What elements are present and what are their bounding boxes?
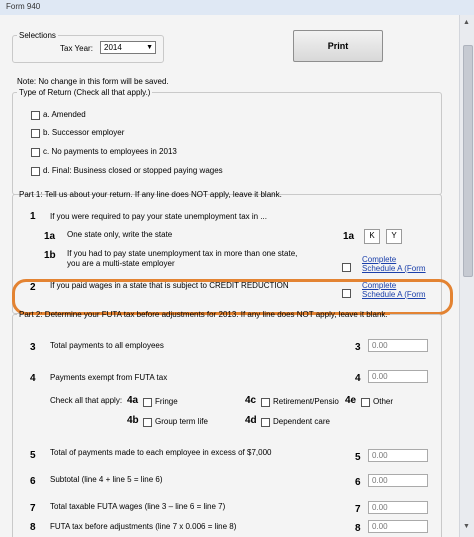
schedule-a-link-1[interactable]: Complete [362, 255, 397, 264]
line7-text: Total taxable FUTA wages (line 3 – line 6 = line 7) [50, 502, 226, 511]
final-checkbox[interactable] [31, 167, 40, 176]
amended-label: a. Amended [43, 110, 86, 119]
tax-year-select[interactable] [100, 41, 156, 54]
exempt-4a-code: 4a [127, 395, 139, 406]
line1b-text-1: If you had to pay state unemployment tax in more than one state, [67, 249, 298, 258]
schedule-a-link-2[interactable]: Complete [362, 281, 397, 290]
no-payments-checkbox[interactable] [31, 148, 40, 157]
exempt-4d-code: 4d [245, 415, 257, 426]
line7-amount-input[interactable]: 0.00 [368, 501, 428, 514]
other-checkbox[interactable] [361, 398, 370, 407]
final-label: d. Final: Business closed or stopped paying wages [43, 166, 223, 175]
fringe-label: Fringe [155, 397, 178, 406]
retirement-checkbox[interactable] [261, 398, 270, 407]
line8-text: FUTA tax before adjustments (line 7 x 0.006 = line 8) [50, 522, 237, 531]
line5-number: 5 [30, 450, 36, 461]
exempt-4b-code: 4b [127, 415, 139, 426]
line4-text: Payments exempt from FUTA tax [50, 373, 168, 382]
tax-year-value: 2014 [104, 43, 122, 52]
other-label: Other [373, 397, 394, 406]
line3-number-right: 3 [355, 342, 361, 353]
exempt-4c-code: 4c [245, 395, 257, 406]
part2-legend: Part 2: Determine your FUTA tax before adjustments for 2013. If any line does NOT apply, leave it blank. [19, 310, 388, 319]
line6-number-right: 6 [355, 477, 361, 488]
line6-number: 6 [30, 476, 36, 487]
successor-employer-checkbox[interactable] [31, 129, 40, 138]
line3-amount-input[interactable]: 0.00 [368, 339, 428, 352]
amended-checkbox[interactable] [31, 111, 40, 120]
line5-number-right: 5 [355, 452, 361, 463]
group-term-life-label: Group term life [155, 417, 208, 426]
line3-text: Total payments to all employees [50, 341, 164, 350]
no-save-note: Note: No change in this form will be saved. [17, 77, 169, 86]
line7-number-right: 7 [355, 504, 361, 515]
scroll-up-icon[interactable]: ▲ [463, 19, 470, 26]
print-button[interactable]: Print [293, 30, 383, 62]
line1-number: 1 [30, 211, 36, 222]
line4-number: 4 [30, 373, 36, 384]
scroll-down-icon[interactable]: ▼ [463, 523, 470, 530]
multi-state-checkbox[interactable] [342, 263, 351, 272]
group-term-life-checkbox[interactable] [143, 418, 152, 427]
title-bar [0, 0, 474, 16]
line2-text: If you paid wages in a state that is subject to CREDIT REDUCTION [50, 281, 289, 290]
line6-text: Subtotal (line 4 + line 5 = line 6) [50, 475, 163, 484]
form-window [0, 15, 459, 537]
scrollbar-thumb[interactable] [463, 45, 473, 277]
line2-number: 2 [30, 282, 36, 293]
window-title: Form 940 [6, 2, 41, 11]
line1a-number: 1a [44, 231, 56, 242]
schedule-a-link-1b[interactable]: Schedule A (Form [362, 264, 426, 273]
line7-number: 7 [30, 503, 36, 514]
dependent-care-checkbox[interactable] [261, 418, 270, 427]
line1a-text: One state only, write the state [67, 230, 173, 239]
line8-amount-input[interactable]: 0.00 [368, 520, 428, 533]
line8-number-right: 8 [355, 523, 361, 534]
line4-number-right: 4 [355, 373, 361, 384]
line6-amount-input[interactable]: 0.00 [368, 474, 428, 487]
line4-amount-input[interactable]: 0.00 [368, 370, 428, 383]
chevron-down-icon: ▼ [146, 44, 153, 51]
exempt-4e-code: 4e [345, 395, 357, 406]
retirement-label: Retirement/Pensio [273, 397, 339, 406]
state-code-box-1[interactable]: K [364, 229, 380, 244]
selections-legend: Selections [19, 31, 56, 40]
return-type-group [12, 88, 442, 195]
fringe-checkbox[interactable] [143, 398, 152, 407]
part1-legend: Part 1: Tell us about your return. If any line does NOT apply, leave it blank. [19, 190, 282, 199]
line8-number: 8 [30, 522, 36, 533]
dependent-care-label: Dependent care [273, 417, 330, 426]
line5-text: Total of payments made to each employee in excess of $7,000 [50, 448, 272, 457]
line1b-number: 1b [44, 250, 56, 261]
line1a-number-right: 1a [343, 231, 355, 242]
return-type-legend: Type of Return (Check all that apply.) [19, 88, 151, 97]
line3-number: 3 [30, 342, 36, 353]
line1-text: If you were required to pay your state unemployment tax in ... [50, 212, 267, 221]
vertical-scrollbar[interactable] [459, 15, 474, 537]
tax-year-label: Tax Year: [60, 44, 93, 53]
credit-reduction-checkbox[interactable] [342, 289, 351, 298]
no-payments-label: c. No payments to employees in 2013 [43, 147, 177, 156]
line1b-text-2: you are a multi-state employer [67, 259, 175, 268]
check-all-label: Check all that apply: [50, 396, 123, 405]
successor-employer-label: b. Successor employer [43, 128, 125, 137]
line5-amount-input[interactable]: 0.00 [368, 449, 428, 462]
state-code-box-2[interactable]: Y [386, 229, 402, 244]
schedule-a-link-2b[interactable]: Schedule A (Form [362, 290, 426, 299]
